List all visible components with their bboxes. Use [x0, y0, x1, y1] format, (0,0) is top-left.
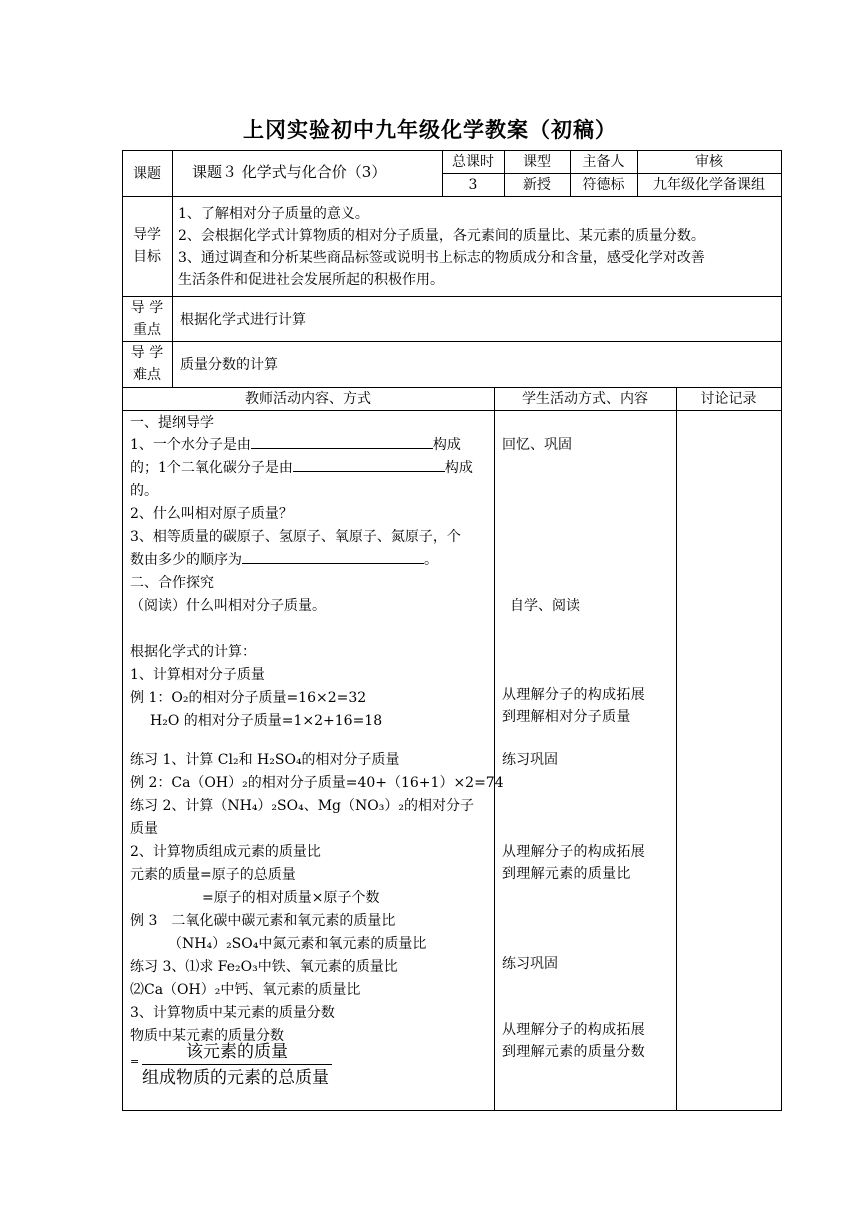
key-point-label: 导 学 重点	[130, 300, 164, 338]
formula-denominator: 组成物质的元素的总质量	[142, 1068, 329, 1088]
exercise-line: 练习 1、计算 Cl₂和 H₂SO₄的相对分子质量	[130, 752, 400, 768]
text-line: 2、计算物质组成元素的质量比	[130, 844, 321, 860]
teacher-column-header: 教师活动内容、方式	[245, 391, 371, 407]
student-column-header: 学生活动方式、内容	[522, 391, 648, 407]
student-activity: 回忆、巩固	[502, 437, 572, 453]
exercise-line: 质量	[130, 821, 158, 837]
preparer-label: 主备人	[582, 154, 625, 170]
objectives-list	[178, 203, 778, 291]
topic-label: 课题	[133, 166, 161, 182]
question-line: 的。	[130, 483, 158, 499]
difficulty-value: 质量分数的计算	[180, 357, 278, 373]
reviewer-value: 九年级化学备课组	[653, 177, 765, 193]
objective-line: 1、了解相对分子质量的意义。	[178, 206, 369, 222]
formula-equals: =	[130, 1055, 140, 1068]
key-point-value: 根据化学式进行计算	[180, 312, 306, 328]
student-activity: 从理解分子的构成拓展 到理解相对分子质量	[502, 687, 645, 725]
lesson-type-label: 课型	[523, 154, 551, 170]
example-line: 例 2：Ca（OH）₂的相对分子质量=40+（16+1）×2=74	[130, 775, 504, 791]
text-line: =原子的相对质量×原子个数	[202, 890, 380, 906]
text-line: 3、计算物质中某元素的质量分数	[130, 1005, 335, 1021]
reviewer-label: 审核	[695, 154, 723, 170]
question-line: 3、相等质量的碳原子、氢原子、氧原子、氮原子，个	[130, 529, 461, 545]
answer-blank[interactable]	[293, 457, 445, 472]
preparer-value: 符德标	[582, 177, 625, 193]
exercise-line: 练习 3、⑴求 Fe₂O₃中铁、氧元素的质量比	[130, 959, 398, 975]
formula-numerator: 该元素的质量	[186, 1042, 288, 1062]
question-line: 1、一个水分子是由 构成	[130, 434, 490, 456]
exercise-line: ⑵Ca（OH）₂中钙、氧元素的质量比	[130, 982, 361, 998]
lesson-type-value: 新授	[523, 177, 551, 193]
objective-line: 2、会根据化学式计算物质的相对分子质量，各元素间的质量比、某元素的质量分数。	[178, 228, 705, 244]
discussion-column-header: 讨论记录	[700, 391, 757, 407]
student-activity: 自学、阅读	[510, 598, 580, 614]
question-line: 的；1个二氧化碳分子是由 构成	[130, 457, 490, 479]
example-line: （NH₄）₂SO₄中氮元素和氧元素的质量比	[168, 936, 427, 952]
student-activity: 从理解分子的构成拓展 到理解元素的质量比	[502, 844, 645, 882]
student-activity: 从理解分子的构成拓展 到理解元素的质量分数	[502, 1022, 645, 1060]
objectives-label: 导学 目标	[133, 227, 161, 265]
answer-blank[interactable]	[242, 549, 424, 564]
total-hours-label: 总课时	[452, 154, 494, 170]
example-line: H₂O 的相对分子质量=1×2+16=18	[150, 713, 383, 729]
example-line: 例 3 二氧化碳中碳元素和氧元素的质量比	[130, 913, 396, 929]
fraction-bar	[142, 1064, 332, 1065]
section-heading: 二、合作探究	[130, 575, 214, 591]
section-heading: 一、提纲导学	[130, 415, 214, 431]
text-line: 元素的质量=原子的总质量	[130, 867, 296, 883]
objective-line: 生活条件和促进社会发展所起的积极作用。	[178, 272, 444, 288]
text-line: 1、计算相对分子质量	[130, 667, 265, 683]
text-line: 根据化学式的计算：	[130, 644, 256, 660]
text-line: 物质中某元素的质量分数	[130, 1028, 284, 1044]
student-activity: 练习巩固	[502, 752, 558, 768]
question-line: 2、什么叫相对原子质量？	[130, 506, 293, 522]
example-line: 例 1：O₂的相对分子质量=16×2=32	[130, 690, 367, 706]
total-hours-value: 3	[468, 177, 478, 193]
exercise-line: 练习 2、计算（NH₄）₂SO₄、Mg（NO₃）₂的相对分子	[130, 798, 474, 814]
difficulty-label: 导 学 难点	[130, 345, 164, 383]
text-line: （阅读）什么叫相对分子质量。	[130, 598, 326, 614]
student-activity: 练习巩固	[502, 956, 558, 972]
answer-blank[interactable]	[251, 434, 433, 449]
topic-value: 课题３ 化学式与化合价（3）	[192, 163, 387, 181]
question-line: 数由多少的顺序为 。	[130, 549, 490, 571]
objective-line: 3、通过调查和分析某些商品标签或说明书上标志的物质成分和含量，感受化学对改善	[178, 250, 705, 266]
page-title: 上冈实验初中九年级化学教案（初稿）	[243, 117, 617, 142]
